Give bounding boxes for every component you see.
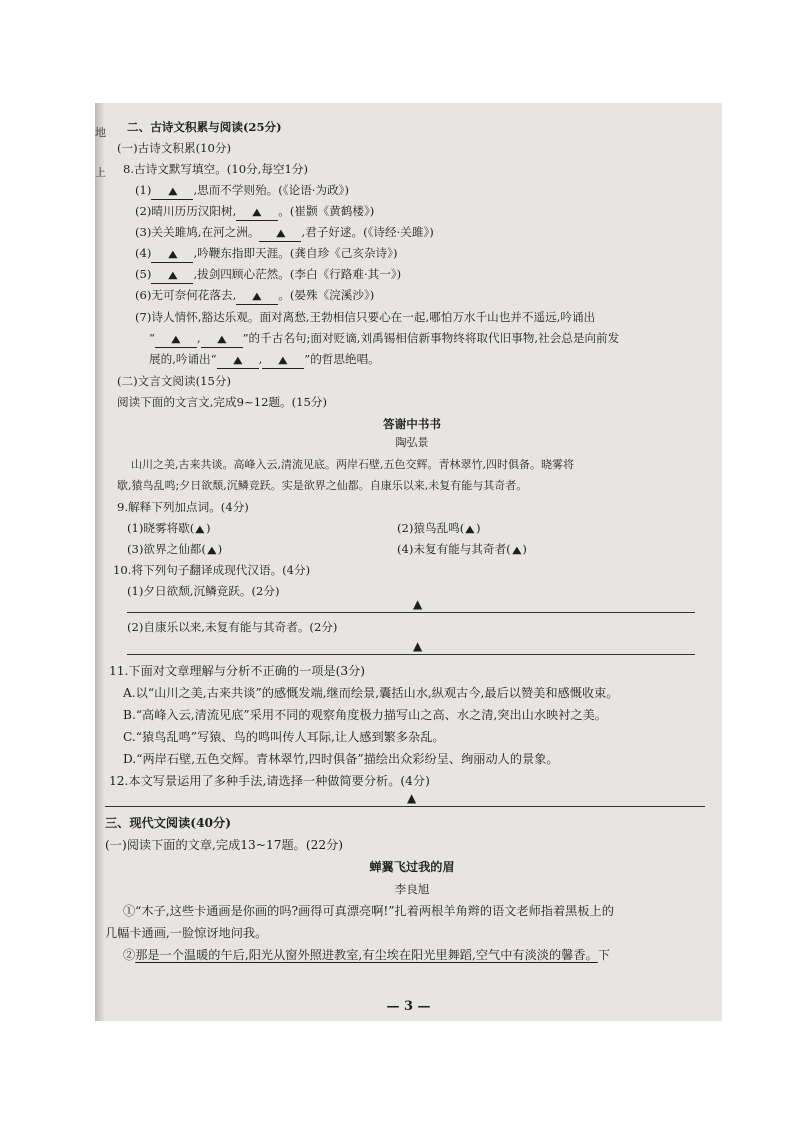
question-8-stem: 8.古诗文默写填空。(10分,每空1分) [123,162,309,176]
passage-line: ②那是一个温暖的午后,阳光从窗外照进教室,有尘埃在阳光里舞蹈,空气中有淡淡的馨香。下 [123,948,610,962]
passage-title: 蝉翼飞过我的眉 [369,860,455,874]
reading-instruction: 阅读下面的文言文,完成9~12题。(15分) [117,395,328,409]
triangle-icon: ▲ [171,334,181,345]
q8-item-1: (1) ▲ ,思而不学则殆。(《论语·为政》) [135,182,349,200]
answer-blank[interactable] [236,204,278,221]
question-12-stem: 12.本文写景运用了多种手法,请选择一种做简要分析。(4分) [109,774,430,788]
subsection-modern: (一)阅读下面的文章,完成13~17题。(22分) [105,838,344,852]
triangle-icon: ▲ [465,524,475,535]
triangle-icon: ▲ [207,545,217,556]
q11-option-d[interactable]: D.“两岸石壁,五色交辉。青林翠竹,四时俱备”描绘出众彩纷呈、绚丽动人的景象。 [123,752,559,766]
passage-author: 李良旭 [394,882,430,896]
edge-mark: 地 [95,126,106,139]
answer-blank[interactable] [262,352,304,369]
answer-blank[interactable] [151,183,193,200]
answer-line[interactable] [105,806,705,807]
answer-blank[interactable] [236,288,278,305]
triangle-icon: ▲ [232,355,243,366]
triangle-icon: ▲ [216,334,227,345]
answer-line[interactable] [127,612,695,613]
q8-item-7-line-2: “ ▲ , ▲ ”的千古名句;面对贬谪,刘禹锡相信新事物终将取代旧事物,社会总是向前发 [149,330,619,348]
q8-item-6: (6)无可奈何花落去, ▲ 。(晏殊《浣溪沙》) [135,287,374,305]
triangle-icon: ▲ [413,597,423,611]
answer-blank[interactable] [217,352,259,369]
triangle-icon: ▲ [407,791,417,805]
q9-item-1: (1)晓雾将歇(▲) [127,520,211,538]
q9-item-4: (4)未复有能与其奇者(▲) [397,541,527,559]
passage-line: 几幅卡通画,一脸惊讶地问我。 [105,926,268,940]
triangle-icon: ▲ [252,207,262,218]
q8-item-2: (2)晴川历历汉阳树, ▲ 。(崔颢《黄鹤楼》) [135,203,374,221]
q11-option-c[interactable]: C.“猿鸟乱鸣”写猿、鸟的鸣叫传人耳际,让人感到繁多杂乱。 [123,730,445,744]
answer-blank[interactable] [259,225,301,242]
page-fold-edge [95,103,105,1021]
q8-item-4: (4) ▲ ,吟鞭东指即天涯。(龚自珍《己亥杂诗》) [135,245,397,263]
triangle-icon: ▲ [275,228,286,239]
question-10-stem: 10.将下列句子翻译成现代汉语。(4分) [113,563,311,577]
q9-item-2: (2)猿鸟乱鸣(▲) [397,520,481,538]
q8-item-7-line-3: 展的,吟诵出“ ▲ , ▲ ”的哲思绝唱。 [149,351,380,369]
answer-blank[interactable] [151,246,193,263]
passage-line: 山川之美,古来共谈。高峰入云,清流见底。两岸石壁,五色交辉。青林翠竹,四时俱备。晓雾将 [131,458,574,471]
answer-blank[interactable] [201,331,243,348]
subsection-poetry: (一)古诗文积累(10分) [117,141,232,155]
question-11-stem: 11.下面对文章理解与分析不正确的一项是(3分) [109,664,366,678]
subsection-classical: (二)文言文阅读(15分) [117,374,232,388]
q9-item-3: (3)欲界之仙都(▲) [127,541,222,559]
exam-page [95,103,722,1021]
q8-item-5: (5) ▲ ,拔剑四顾心茫然。(李白《行路难·其一》) [135,266,401,284]
passage-author: 陶弘景 [395,436,429,449]
section-2-title: 二、古诗文积累与阅读(25分) [127,120,282,134]
edge-marks [95,113,105,193]
edge-mark: 上 [95,166,106,179]
page-number: — 3 — [386,999,431,1014]
triangle-icon: ▲ [252,291,262,302]
answer-blank[interactable] [151,267,193,284]
q8-item-3: (3)关关雎鸠,在河之洲。 ▲ ,君子好逑。(《诗经·关雎》) [135,224,434,242]
passage-line: 歇,猿鸟乱鸣;夕日欲颓,沉鳞竞跃。实是欲界之仙都。自康乐以来,未复有能与其奇者。 [117,479,528,492]
triangle-icon: ▲ [413,639,423,653]
triangle-icon: ▲ [195,524,205,535]
triangle-icon: ▲ [278,355,288,366]
q11-option-b[interactable]: B.“高峰入云,清流见底”采用不同的观察角度极力描写山之高、水之清,突出山水映衬之美。 [123,708,607,722]
underlined-sentence: 那是一个温暖的午后,阳光从窗外照进教室,有尘埃在阳光里舞蹈,空气中有淡淡的馨香。 [135,948,598,962]
q8-item-7-line-1: (7)诗人情怀,豁达乐观。面对离愁,王勃相信只要心在一起,哪怕万水千山也并不遥远,吟诵出 [135,310,596,324]
q11-option-a[interactable]: A.以“山川之美,古来共谈”的感慨发端,继而绘景,囊括山水,纵观古今,最后以赞美和感慨收束。 [123,686,619,700]
question-9-stem: 9.解释下列加点词。(4分) [117,500,249,514]
section-3-title: 三、现代文阅读(40分) [105,816,231,830]
passage-line: ①“木子,这些卡通画是你画的吗?画得可真漂亮啊!”扎着两根羊角辫的语文老师指着黑板上的 [123,904,614,918]
answer-blank[interactable] [155,331,197,348]
q10-sentence-2: (2)自康乐以来,未复有能与其奇者。(2分) [127,620,338,634]
q10-sentence-1: (1)夕日欲颓,沉鳞竞跃。(2分) [127,584,280,598]
triangle-icon: ▲ [167,270,178,281]
triangle-icon: ▲ [511,545,522,556]
triangle-icon: ▲ [167,186,178,197]
answer-line[interactable] [127,654,695,655]
triangle-icon: ▲ [167,249,178,260]
passage-title: 答谢中书书 [383,417,441,431]
